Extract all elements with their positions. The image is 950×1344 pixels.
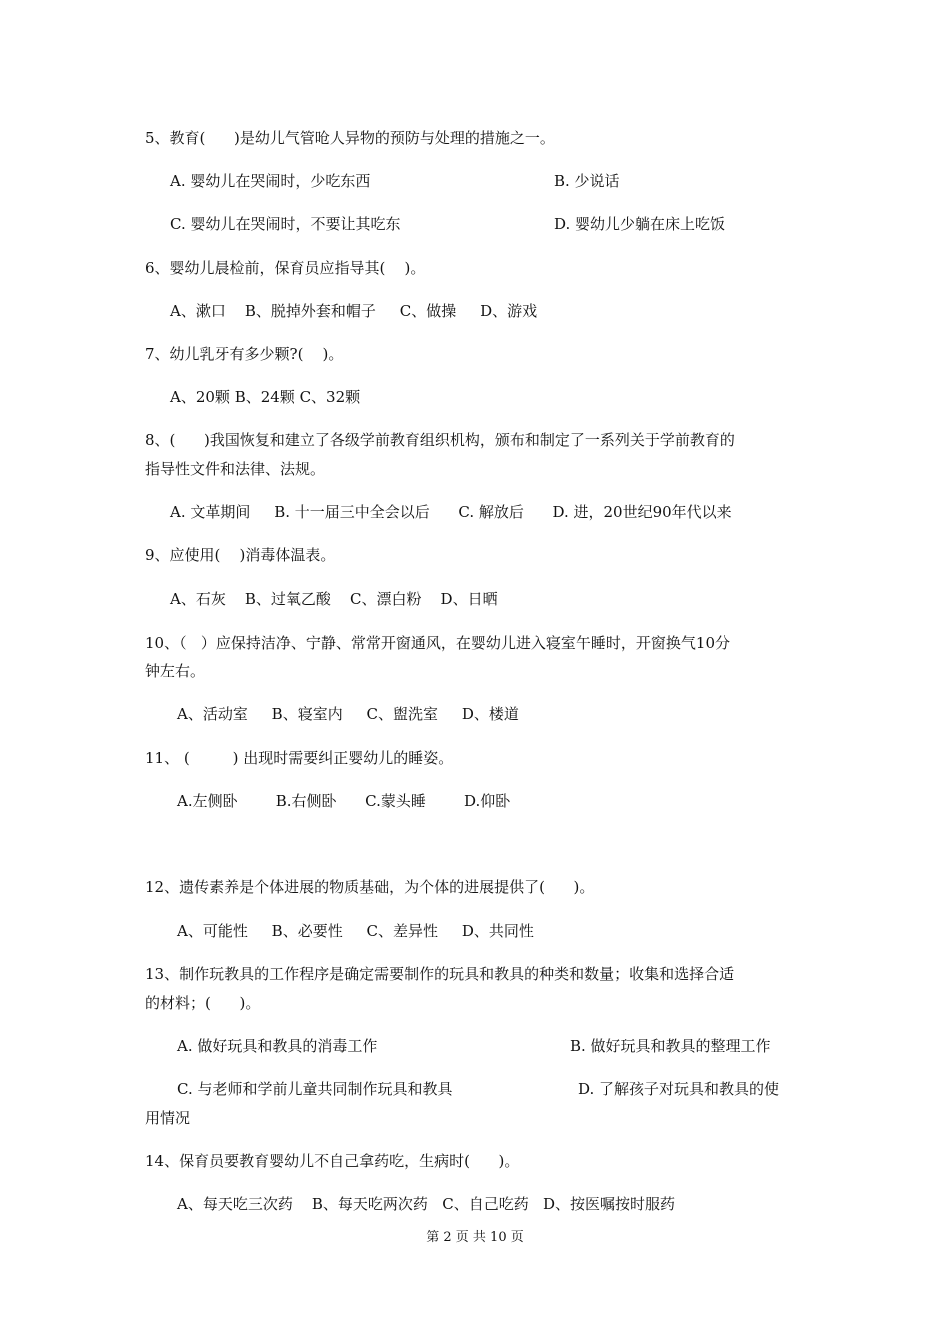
q11-options: A.左侧卧 B.右侧卧 C.蒙头睡 D.仰卧 [177, 792, 511, 810]
q5-option-d: D. 婴幼儿少躺在床上吃饭 [554, 215, 726, 233]
q8-stem-line2: 指导性文件和法律、法规。 [145, 460, 326, 478]
q5-option-a: A. 婴幼儿在哭闹时，少吃东西 [170, 172, 371, 190]
q7-options: A、20颗 B、24颗 C、32颗 [170, 388, 361, 406]
q12-stem: 12、遗传素养是个体进展的物质基础，为个体的进展提供了( )。 [145, 878, 595, 896]
q10-stem-line1: 10、（ ）应保持洁净、宁静、常常开窗通风，在婴幼儿进入寝室午睡时，开窗换气10分 [145, 634, 730, 652]
q13-stem-line1: 13、制作玩教具的工作程序是确定需要制作的玩具和教具的种类和数量；收集和选择合适 [145, 965, 735, 983]
q9-stem: 9、应使用( )消毒体温表。 [145, 546, 336, 564]
q13-option-d-line1: D. 了解孩子对玩具和教具的使 [578, 1080, 780, 1098]
q7-stem: 7、幼儿乳牙有多少颗?( )。 [145, 345, 344, 363]
q13-option-d-line2: 用情况 [145, 1109, 191, 1127]
q8-stem-line1: 8、( )我国恢复和建立了各级学前教育组织机构，颁布和制定了一系列关于学前教育的 [145, 431, 735, 449]
q6-stem: 6、婴幼儿晨检前，保育员应指导其( )。 [145, 259, 426, 277]
q14-options: A、每天吃三次药 B、每天吃两次药 C、自己吃药 D、按医嘱按时服药 [177, 1195, 676, 1213]
q12-options: A、可能性 B、必要性 C、差异性 D、共同性 [177, 922, 534, 940]
q13-stem-line2: 的材料；( )。 [145, 994, 261, 1012]
q9-options: A、石灰 B、过氧乙酸 C、漂白粉 D、日晒 [170, 590, 498, 608]
q11-stem: 11、 ( ) 出现时需要纠正婴幼儿的睡姿。 [145, 749, 454, 767]
q13-option-b: B. 做好玩具和教具的整理工作 [570, 1037, 771, 1055]
q5-option-b: B. 少说话 [554, 172, 620, 190]
q13-option-c: C. 与老师和学前儿童共同制作玩具和教具 [177, 1080, 453, 1098]
q10-options: A、活动室 B、寝室内 C、盥洗室 D、楼道 [177, 705, 519, 723]
page-footer: 第 2 页 共 10 页 [426, 1230, 524, 1245]
q6-options: A、漱口 B、脱掉外套和帽子 C、做操 D、游戏 [170, 302, 538, 320]
q5-option-c: C. 婴幼儿在哭闹时，不要让其吃东 [170, 215, 401, 233]
q14-stem: 14、保育员要教育婴幼儿不自己拿药吃，生病时( )。 [145, 1152, 520, 1170]
q10-stem-line2: 钟左右。 [145, 662, 206, 680]
q13-option-a: A. 做好玩具和教具的消毒工作 [177, 1037, 378, 1055]
q5-stem: 5、教育( )是幼儿气管呛人异物的预防与处理的措施之一。 [145, 129, 555, 147]
q8-options: A. 文革期间 B. 十一届三中全会以后 C. 解放后 D. 进，20世纪90年代以来 [170, 503, 732, 521]
